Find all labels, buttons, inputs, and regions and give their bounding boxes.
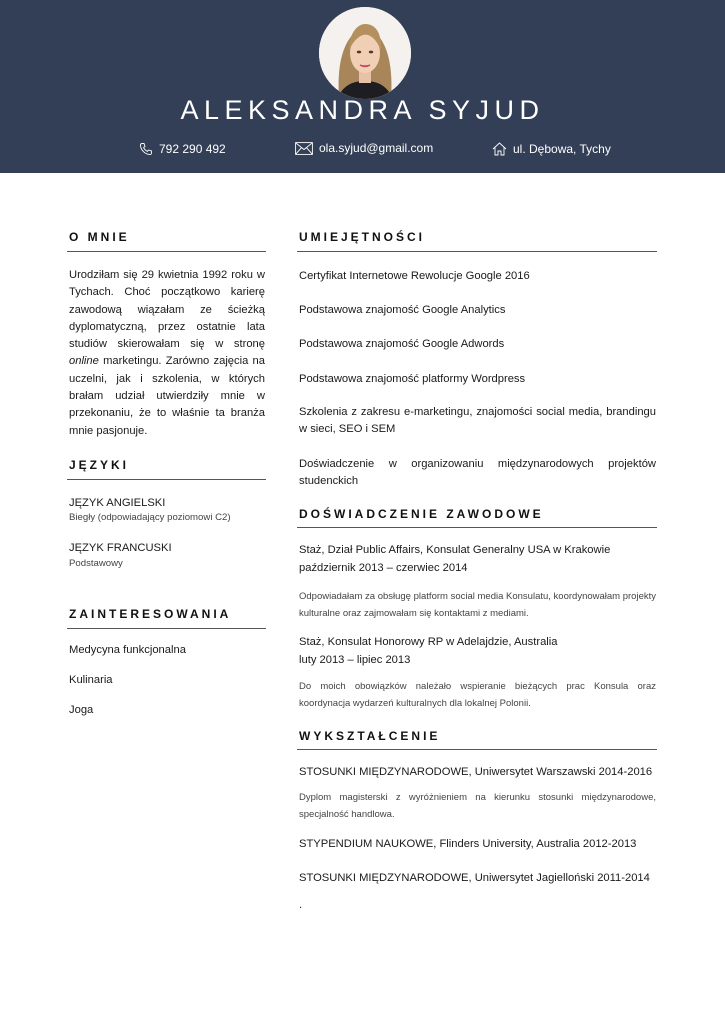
skills-title: UMIEJĘTNOŚCI: [299, 230, 426, 244]
skill-item: Szkolenia z zakresu e-marketingu, znajomości social media, brandingu w sieci, SEO i SEM: [299, 406, 656, 435]
education-divider: [297, 749, 657, 750]
language-name: JĘZYK ANGIELSKI: [69, 497, 166, 509]
language-level: Podstawowy: [69, 558, 123, 569]
interest-item: Medycyna funkcjonalna: [69, 644, 186, 656]
education-entry: STOSUNKI MIĘDZYNARODOWE, Uniwersytet Warszawski 2014-2016: [299, 766, 653, 778]
languages-title: JĘZYKI: [69, 458, 130, 472]
candidate-name: ALEKSANDRA SYJUD: [180, 95, 545, 125]
skill-item: Podstawowa znajomość Google Adwords: [299, 338, 505, 350]
about-title: O MNIE: [69, 230, 130, 244]
interest-item: Kulinaria: [69, 674, 113, 686]
profile-photo: [319, 7, 411, 99]
skill-item: Certyfikat Internetowe Rewolucje Google 2016: [299, 270, 530, 282]
skill-item: Podstawowa znajomość Google Analytics: [299, 304, 506, 316]
education-entry: STOSUNKI MIĘDZYNARODOWE, Uniwersytet Jagielloński 2011-2014: [299, 872, 650, 884]
home-icon: [492, 142, 507, 156]
header-banner: [0, 0, 725, 173]
experience-divider: [297, 527, 657, 528]
experience-title: DOŚWIADCZENIE ZAWODOWE: [299, 507, 544, 521]
job-position: Staż, Konsulat Honorowy RP w Adelajdzie, Australia: [299, 636, 558, 648]
language-level: Biegły (odpowiadający poziomowi C2): [69, 512, 231, 523]
email-contact: [295, 141, 433, 155]
envelope-icon: [295, 142, 313, 155]
phone-icon: [139, 142, 153, 156]
about-divider: [67, 251, 266, 252]
skill-item: Podstawowa znajomość platformy Wordpress: [299, 373, 526, 385]
job-dates: październik 2013 – czerwiec 2014: [299, 562, 468, 574]
email-address: ola.syjud@gmail.com: [319, 141, 434, 155]
job-dates: luty 2013 – lipiec 2013: [299, 654, 411, 666]
job-description: Do moich obowiązków należało wspieranie bieżących prac Konsula oraz koordynacja wydarzeń kulturalnych dla lokalnej Polonii.: [299, 681, 656, 709]
languages-divider: [67, 479, 266, 480]
about-text: Urodziłam się 29 kwietnia 1992 roku w Tychach. Choć początkowo karierę zawodową wiązałam ze ścieżką dyplomatyczną, przez ostatnie lata studiów skierowałam się w stronę online marketingu. Zarówno zajęcia na uczelni, jak i szkolenia, w których brałam udział utwierdziły mnie w przekonaniu, że to właśnie ta branża mnie pasjonuje.: [69, 269, 265, 437]
interests-divider: [67, 628, 266, 629]
phone-contact: [139, 142, 226, 156]
job-position: Staż, Dział Public Affairs, Konsulat Generalny USA w Krakowie: [299, 544, 611, 556]
trailing-mark: .: [299, 899, 303, 911]
skill-item: Doświadczenie w organizowaniu międzynarodowych projektów studenckich: [299, 458, 656, 487]
home-address: ul. Dębowa, Tychy: [513, 142, 611, 156]
education-entry: STYPENDIUM NAUKOWE, Flinders University, Australia 2012-2013: [299, 838, 637, 850]
language-name: JĘZYK FRANCUSKI: [69, 542, 172, 554]
phone-number: 792 290 492: [159, 142, 226, 156]
interest-item: Joga: [69, 704, 94, 716]
job-description: Odpowiadałam za obsługę platform social media Konsulatu, koordynowałam projekty kulturalne oraz zajmowałam się kontaktami z mediami.: [299, 591, 656, 619]
skills-divider: [297, 251, 657, 252]
address-contact: [492, 142, 611, 156]
interests-title: ZAINTERESOWANIA: [69, 607, 232, 621]
education-description: Dyplom magisterski z wyróżnieniem na kierunku stosunki międzynarodowe, specjalność handlowa.: [299, 792, 656, 820]
education-title: WYKSZTAŁCENIE: [299, 729, 441, 743]
